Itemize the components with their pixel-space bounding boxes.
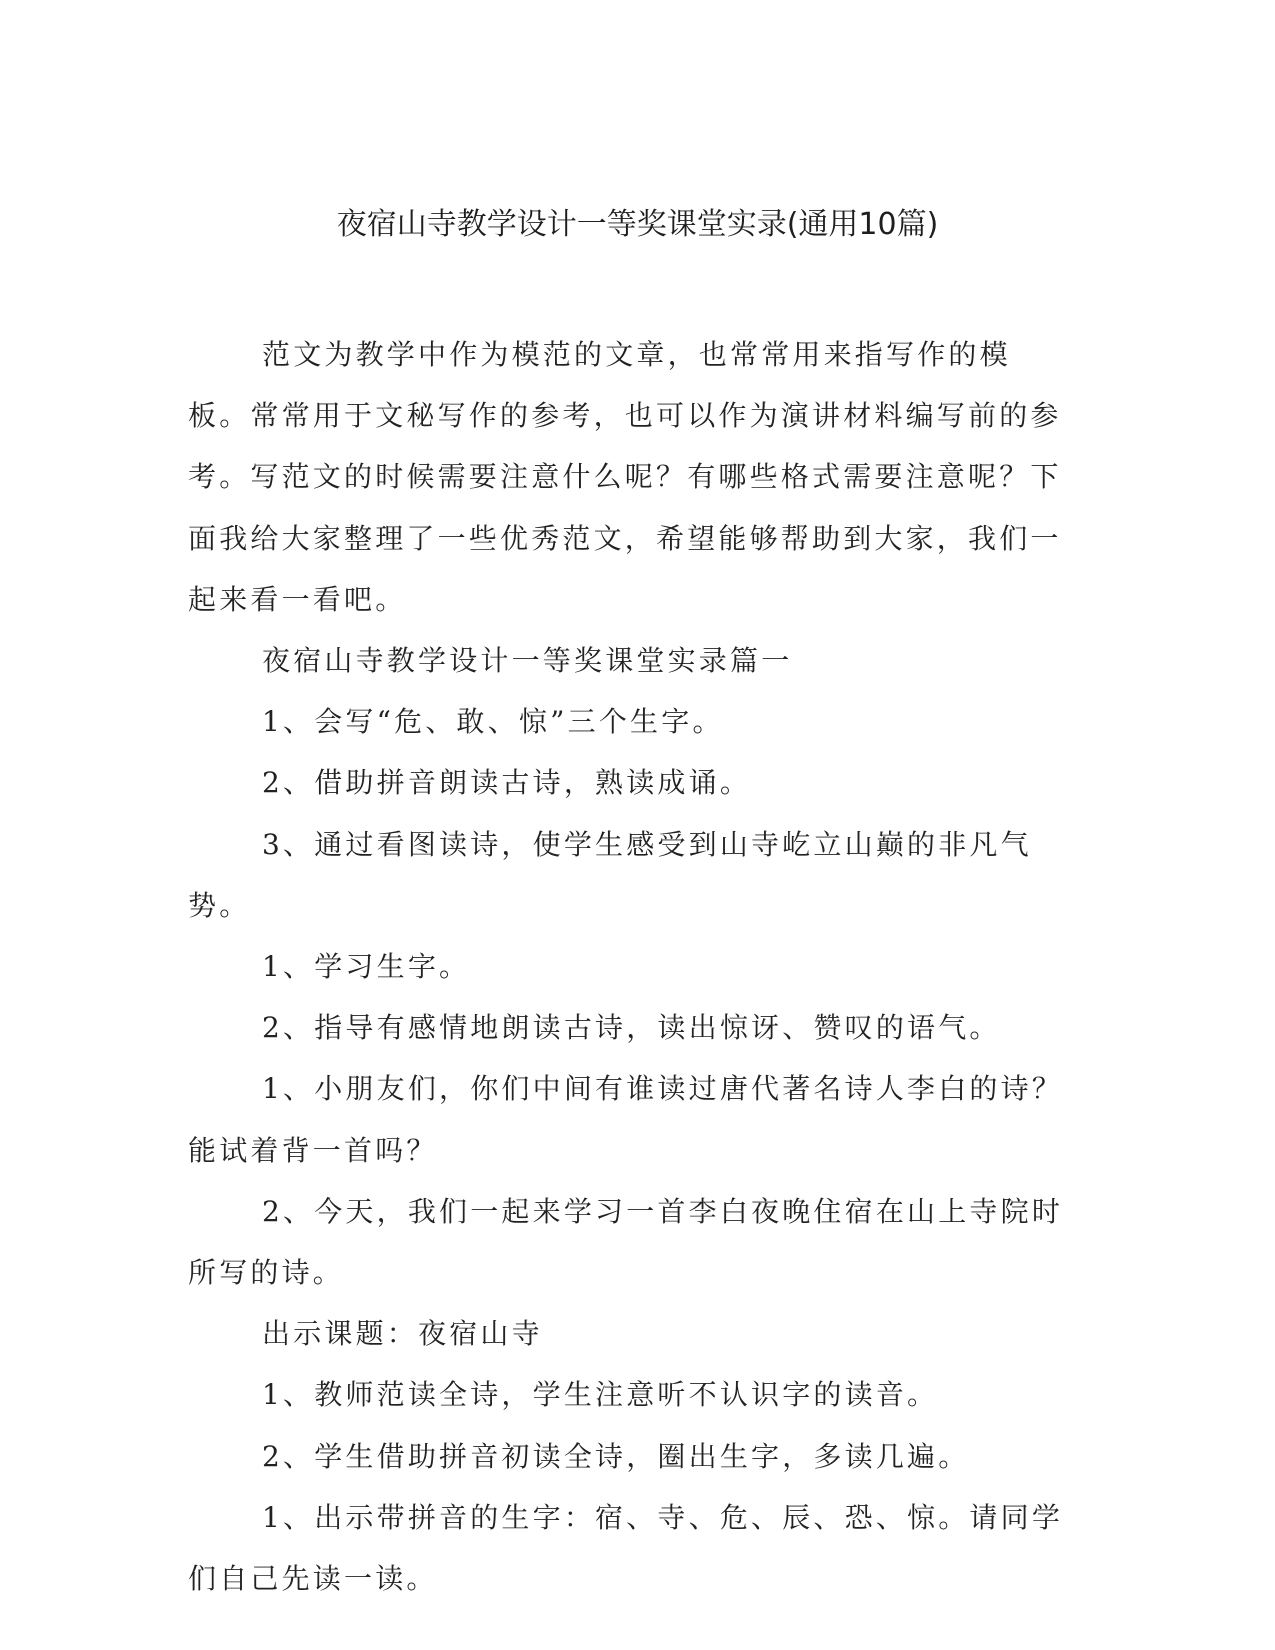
body-paragraph: 1、出示带拼音的生字：宿、寺、危、辰、恐、惊。请同学们自己先读一读。 [188,1500,1064,1596]
section-heading: 夜宿山寺教学设计一等奖课堂实录篇一 [262,644,793,678]
body-paragraph: 2、学生借助拼音初读全诗，圈出生字，多读几遍。 [262,1439,970,1473]
body-paragraph: 1、会写“危、敢、惊”三个生字。 [262,705,724,739]
body-paragraph: 2、今天，我们一起来学习一首李白夜晚住宿在山上寺院时所写的诗。 [188,1194,1064,1290]
body-paragraph: 2、指导有感情地朗读古诗，读出惊讶、赞叹的语气。 [262,1011,1001,1045]
body-paragraph: 1、教师范读全诗，学生注意听不认识字的读音。 [262,1378,939,1412]
body-paragraph: 2、借助拼音朗读古诗，熟读成诵。 [262,766,752,800]
body-paragraph: 1、学习生字。 [262,950,471,984]
document-body [188,324,1068,1609]
body-paragraph: 1、小朋友们，你们中间有谁读过唐代著名诗人李白的诗？能试着背一首吗？ [188,1072,1064,1167]
document-title: 夜宿山寺教学设计一等奖课堂实录(通用10篇) [336,207,939,242]
intro-paragraph: 范文为教学中作为模范的文章，也常常用来指写作的模板。常常用于文秘写作的参考，也可以作为演讲材料编写前的参考。写范文的时候需要注意什么呢？有哪些格式需要注意呢？下面我给大家整理了一些优秀范文，希望能够帮助到大家，我们一起来看一看吧。 [188,338,1062,616]
body-paragraph: 3、通过看图读诗，使学生感受到山寺屹立山巅的非凡气势。 [188,827,1032,922]
body-paragraph: 出示课题：夜宿山寺 [262,1317,543,1351]
